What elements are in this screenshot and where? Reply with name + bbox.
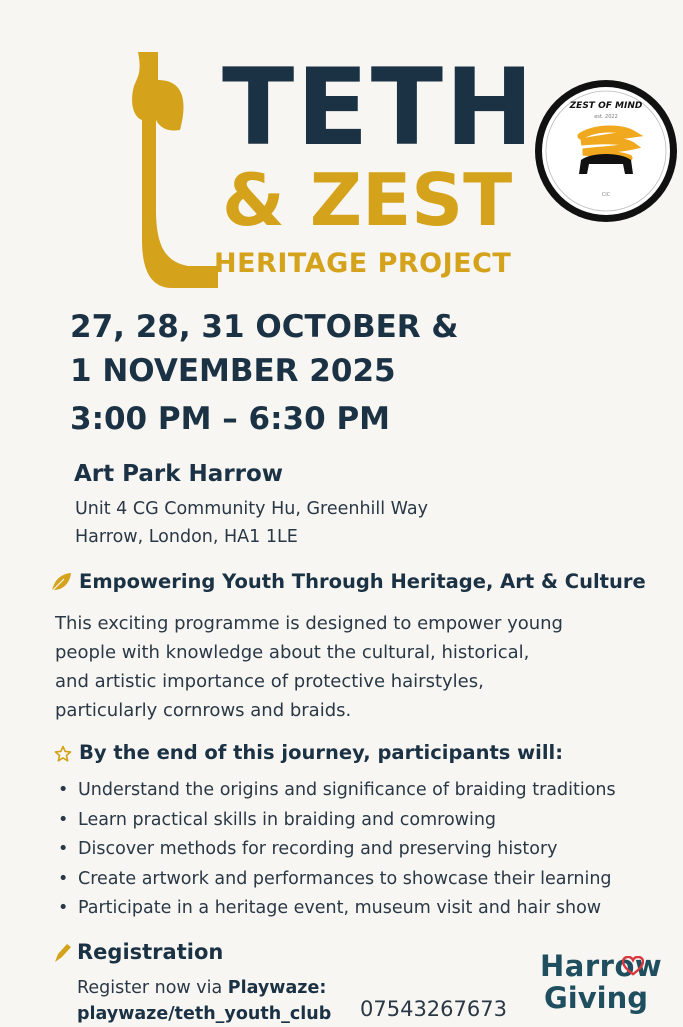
badge-title: ZEST OF MIND: [569, 101, 643, 111]
event-dates-line1: 27, 28, 31 OCTOBER &: [70, 309, 459, 345]
title-zest: & ZEST: [222, 158, 513, 242]
mission-line: particularly cornrows and braids.: [55, 700, 352, 721]
venue-address-line2: Harrow, London, HA1 1LE: [75, 527, 298, 547]
registration-platform: Playwaze:: [227, 978, 327, 998]
heart-icon: [622, 956, 644, 976]
badge-footer: CIC: [601, 192, 611, 198]
registration-line1: [77, 975, 326, 1001]
title-teth: TETH: [222, 46, 536, 169]
outcomes-list: [55, 776, 616, 924]
star-icon: [54, 745, 72, 763]
mission-line: and artistic importance of protective hairstyles,: [55, 671, 484, 692]
zest-of-mind-logo-icon: [533, 78, 679, 224]
list-item: • Understand the origins and significance of braiding traditions: [55, 776, 616, 806]
list-item: • Participate in a heritage event, museum visit and hair show: [55, 894, 616, 924]
phone-number[interactable]: 07543267673: [360, 997, 507, 1021]
registration-prefix: Register now via: [77, 978, 228, 998]
mission-paragraph: [55, 609, 655, 725]
harrow-giving-line2: Giving: [544, 981, 648, 1015]
event-dates-line2: 1 NOVEMBER 2025: [70, 353, 396, 389]
event-time: 3:00 PM – 6:30 PM: [70, 401, 391, 437]
list-item: • Create artwork and performances to showcase their learning: [55, 865, 616, 895]
harrow-giving-logo: [540, 950, 675, 1024]
mission-heading: Empowering Youth Through Heritage, Art & Culture: [79, 570, 646, 593]
zest-of-mind-badge: [533, 78, 679, 224]
teth-logo-icon: [128, 50, 220, 290]
pencil-icon: [52, 942, 74, 964]
leaf-icon: [50, 571, 72, 593]
event-dates: [70, 305, 458, 393]
outcomes-heading: By the end of this journey, participants will:: [79, 741, 564, 764]
subtitle-heritage-project: HERITAGE PROJECT: [214, 248, 512, 279]
harrow-text: Harrow: [540, 949, 663, 983]
registration-heading: Registration: [77, 940, 224, 964]
badge-subtitle: est. 2022: [594, 114, 618, 120]
list-item: • Discover methods for recording and preserving history: [55, 835, 616, 865]
venue-address: [75, 495, 428, 551]
venue-name: Art Park Harrow: [74, 461, 284, 487]
venue-address-line1: Unit 4 CG Community Hu, Greenhill Way: [75, 499, 428, 519]
mission-line: This exciting programme is designed to empower young: [55, 613, 563, 634]
registration-link[interactable]: playwaze/teth_youth_club: [77, 1004, 332, 1024]
harrow-giving-line1: [540, 950, 675, 982]
mission-line: people with knowledge about the cultural, historical,: [55, 642, 530, 663]
list-item: • Learn practical skills in braiding and comrowing: [55, 806, 616, 836]
